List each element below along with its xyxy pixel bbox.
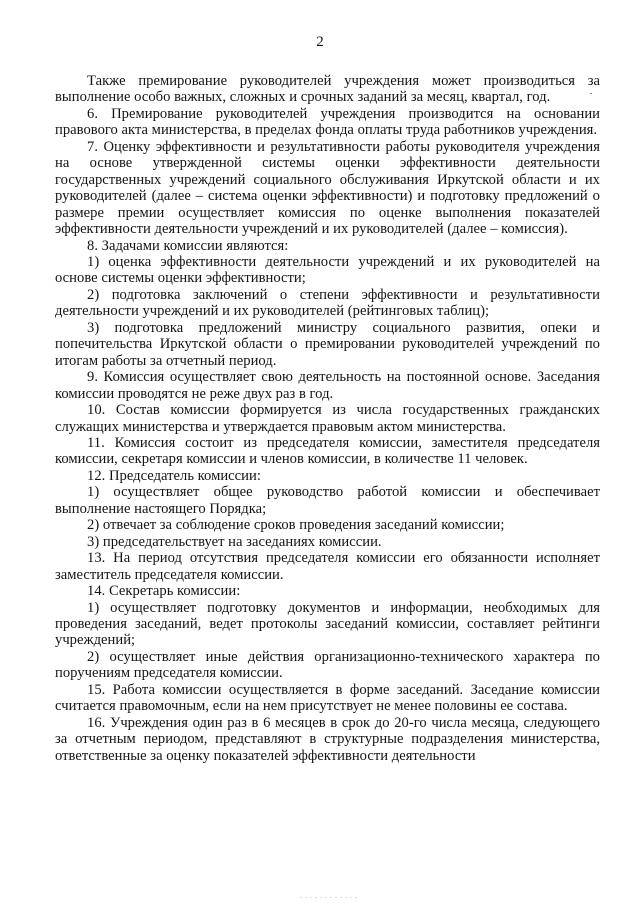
paragraph: 7. Оценку эффективности и результативности работы руководителя учреждения на основе утвержденной системы оценки эффективности деятельности государственных учреждений социального обслуживания Иркутской области и их руководителей (далее – система оценки эффективности) и подготовку предложений о размере премии осуществляет комиссия по оценке выполнения показателей эффективности деятельности учреждений и их руководителей (далее – комиссия). <box>55 138 600 238</box>
paragraph: 13. На период отсутствия председателя комиссии его обязанности исполняет заместитель председателя комиссии. <box>55 550 600 583</box>
paragraph: 1) оценка эффективности деятельности учреждений и их руководителей на основе системы оценки эффективности; <box>55 253 600 287</box>
paragraph: 3) председательствует на заседаниях комиссии. <box>87 533 382 550</box>
paragraph: 10. Состав комиссии формируется из числа государственных гражданских служащих министерства и утверждается правовым актом министерства. <box>55 402 600 435</box>
paragraph: 1) осуществляет общее руководство работой комиссии и обеспечивает выполнение настоящего Порядка; <box>55 484 600 517</box>
paragraph: 8. Задачами комиссии являются: <box>87 237 289 254</box>
scan-artifact <box>300 897 360 898</box>
paragraph: 11. Комиссия состоит из председателя комиссии, заместителя председателя комиссии, секретаря комиссии и членов комиссии, в количестве 11 человек. <box>55 434 600 468</box>
paragraph: 2) отвечает за соблюдение сроков проведения заседаний комиссии; <box>87 517 505 534</box>
paragraph: 2) подготовка заключений о степени эффективности и результативности деятельности учреждений и их руководителей (рейтинговых таблиц); <box>55 286 600 320</box>
paragraph: 15. Работа комиссии осуществляется в форме заседаний. Заседание комиссии считается правомочным, если на нем присутствует не менее половины ее состава. <box>55 681 600 715</box>
paragraph: 6. Премирование руководителей учреждения производится на основании правового акта министерства, в пределах фонда оплаты труда работников учреждения. <box>55 105 600 139</box>
paragraph: 1) осуществляет подготовку документов и информации, необходимых для проведения заседаний, ведет протоколы заседаний комиссии, составляет рейтинги учреждений; <box>55 599 600 649</box>
document-body <box>55 73 600 764</box>
paragraph: 3) подготовка предложений министру социального развития, опеки и попечительства Иркутской области о премировании руководителей учреждений по итогам работы за отчетный период. <box>55 319 600 369</box>
paragraph: 12. Председатель комиссии: <box>87 467 261 484</box>
paragraph: 2) осуществляет иные действия организационно-технического характера по поручениям председателя комиссии. <box>55 648 600 682</box>
paragraph: 14. Секретарь комиссии: <box>87 583 241 600</box>
paragraph: Также премирование руководителей учреждения может производиться за выполнение особо важных, сложных и срочных заданий за месяц, квартал, год. <box>55 73 600 106</box>
page-number: 2 <box>316 34 324 50</box>
paragraph: 16. Учреждения один раз в 6 месяцев в срок до 20-го числа месяца, следующего за отчетным периодом, представляют в структурные подразделения министерства, ответственные за оценку показателей эффективности деятельности <box>55 714 600 764</box>
paragraph: 9. Комиссия осуществляет свою деятельность на постоянной основе. Заседания комиссии проводятся не реже двух раз в год. <box>55 369 600 402</box>
